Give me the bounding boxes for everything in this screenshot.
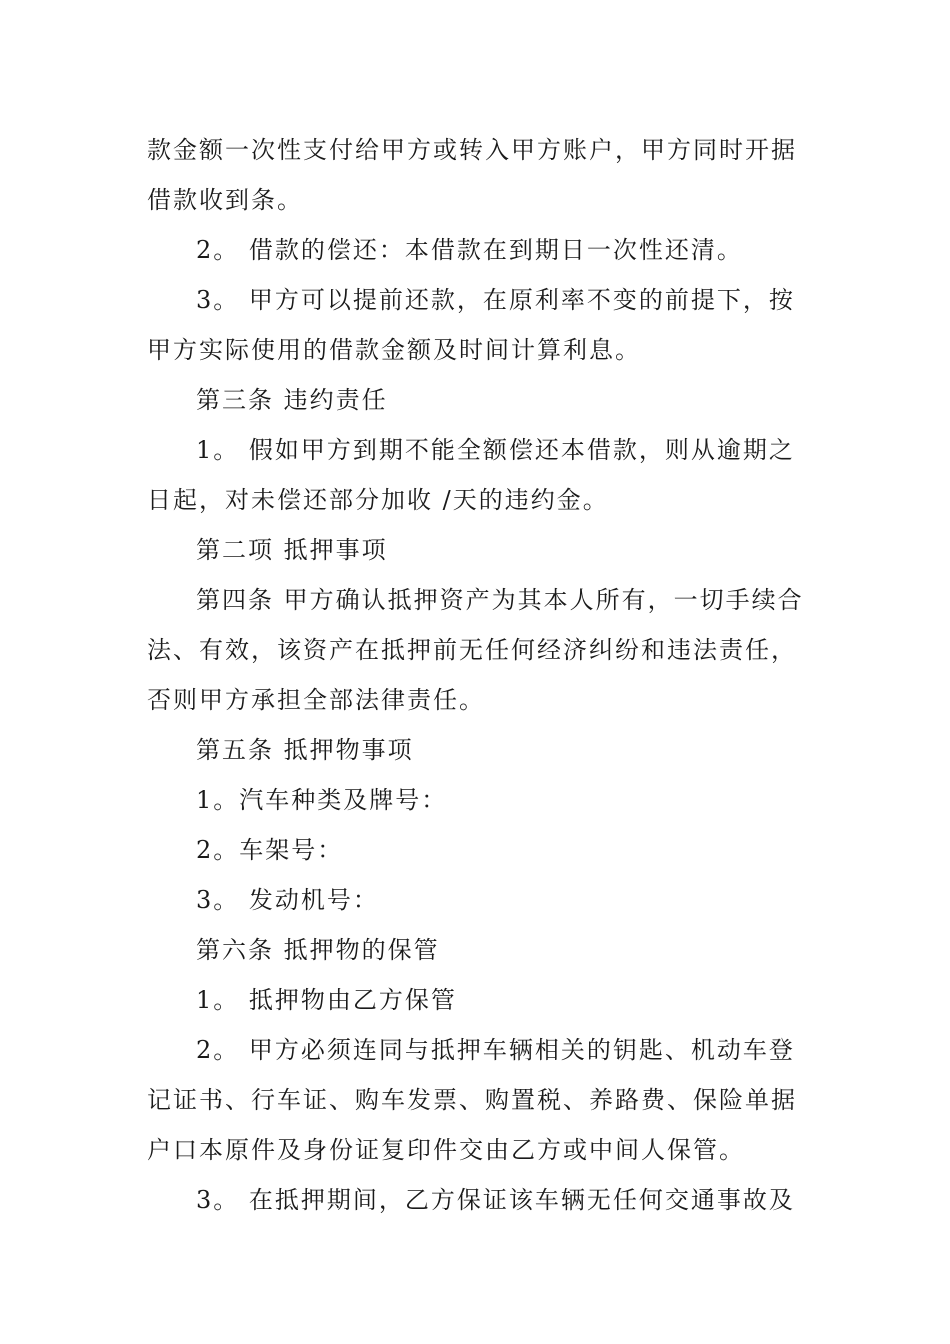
text-line: 2。车架号：: [196, 836, 344, 864]
section-heading: 第三条 违约责任: [196, 386, 388, 414]
section-heading: 第六条 抵押物的保管: [196, 936, 440, 964]
text-line: 1。 假如甲方到期不能全额偿还本借款，则从逾期之: [196, 436, 795, 464]
text-line: 1。 抵押物由乙方保管: [196, 986, 457, 1014]
section-heading: 第二项 抵押事项: [196, 536, 388, 564]
text-line: 第四条 甲方确认抵押资产为其本人所有，一切手续合: [196, 586, 804, 614]
text-line: 3。 发动机号：: [196, 886, 379, 914]
text-line: 1。汽车种类及牌号：: [196, 786, 448, 814]
text-line: 借款收到条。: [147, 186, 303, 214]
text-line: 户口本原件及身份证复印件交由乙方或中间人保管。: [147, 1136, 745, 1164]
section-heading: 第五条 抵押物事项: [196, 736, 414, 764]
text-line: 法、有效，该资产在抵押前无任何经济纠纷和违法责任，: [147, 636, 797, 664]
text-line: 3。 在抵押期间，乙方保证该车辆无任何交通事故及: [196, 1186, 795, 1214]
text-line: 3。 甲方可以提前还款，在原利率不变的前提下，按: [196, 286, 795, 314]
text-line: 2。 甲方必须连同与抵押车辆相关的钥匙、机动车登: [196, 1036, 795, 1064]
text-line: 2。 借款的偿还：本借款在到期日一次性还清。: [196, 236, 743, 264]
text-line: 甲方实际使用的借款金额及时间计算利息。: [147, 336, 641, 364]
text-line: 否则甲方承担全部法律责任。: [147, 686, 485, 714]
text-line: 记证书、行车证、购车发票、购置税、养路费、保险单据: [147, 1086, 797, 1114]
text-line: 日起，对未偿还部分加收 /天的违约金。: [147, 486, 609, 514]
text-line: 款金额一次性支付给甲方或转入甲方账户，甲方同时开据: [147, 136, 797, 164]
